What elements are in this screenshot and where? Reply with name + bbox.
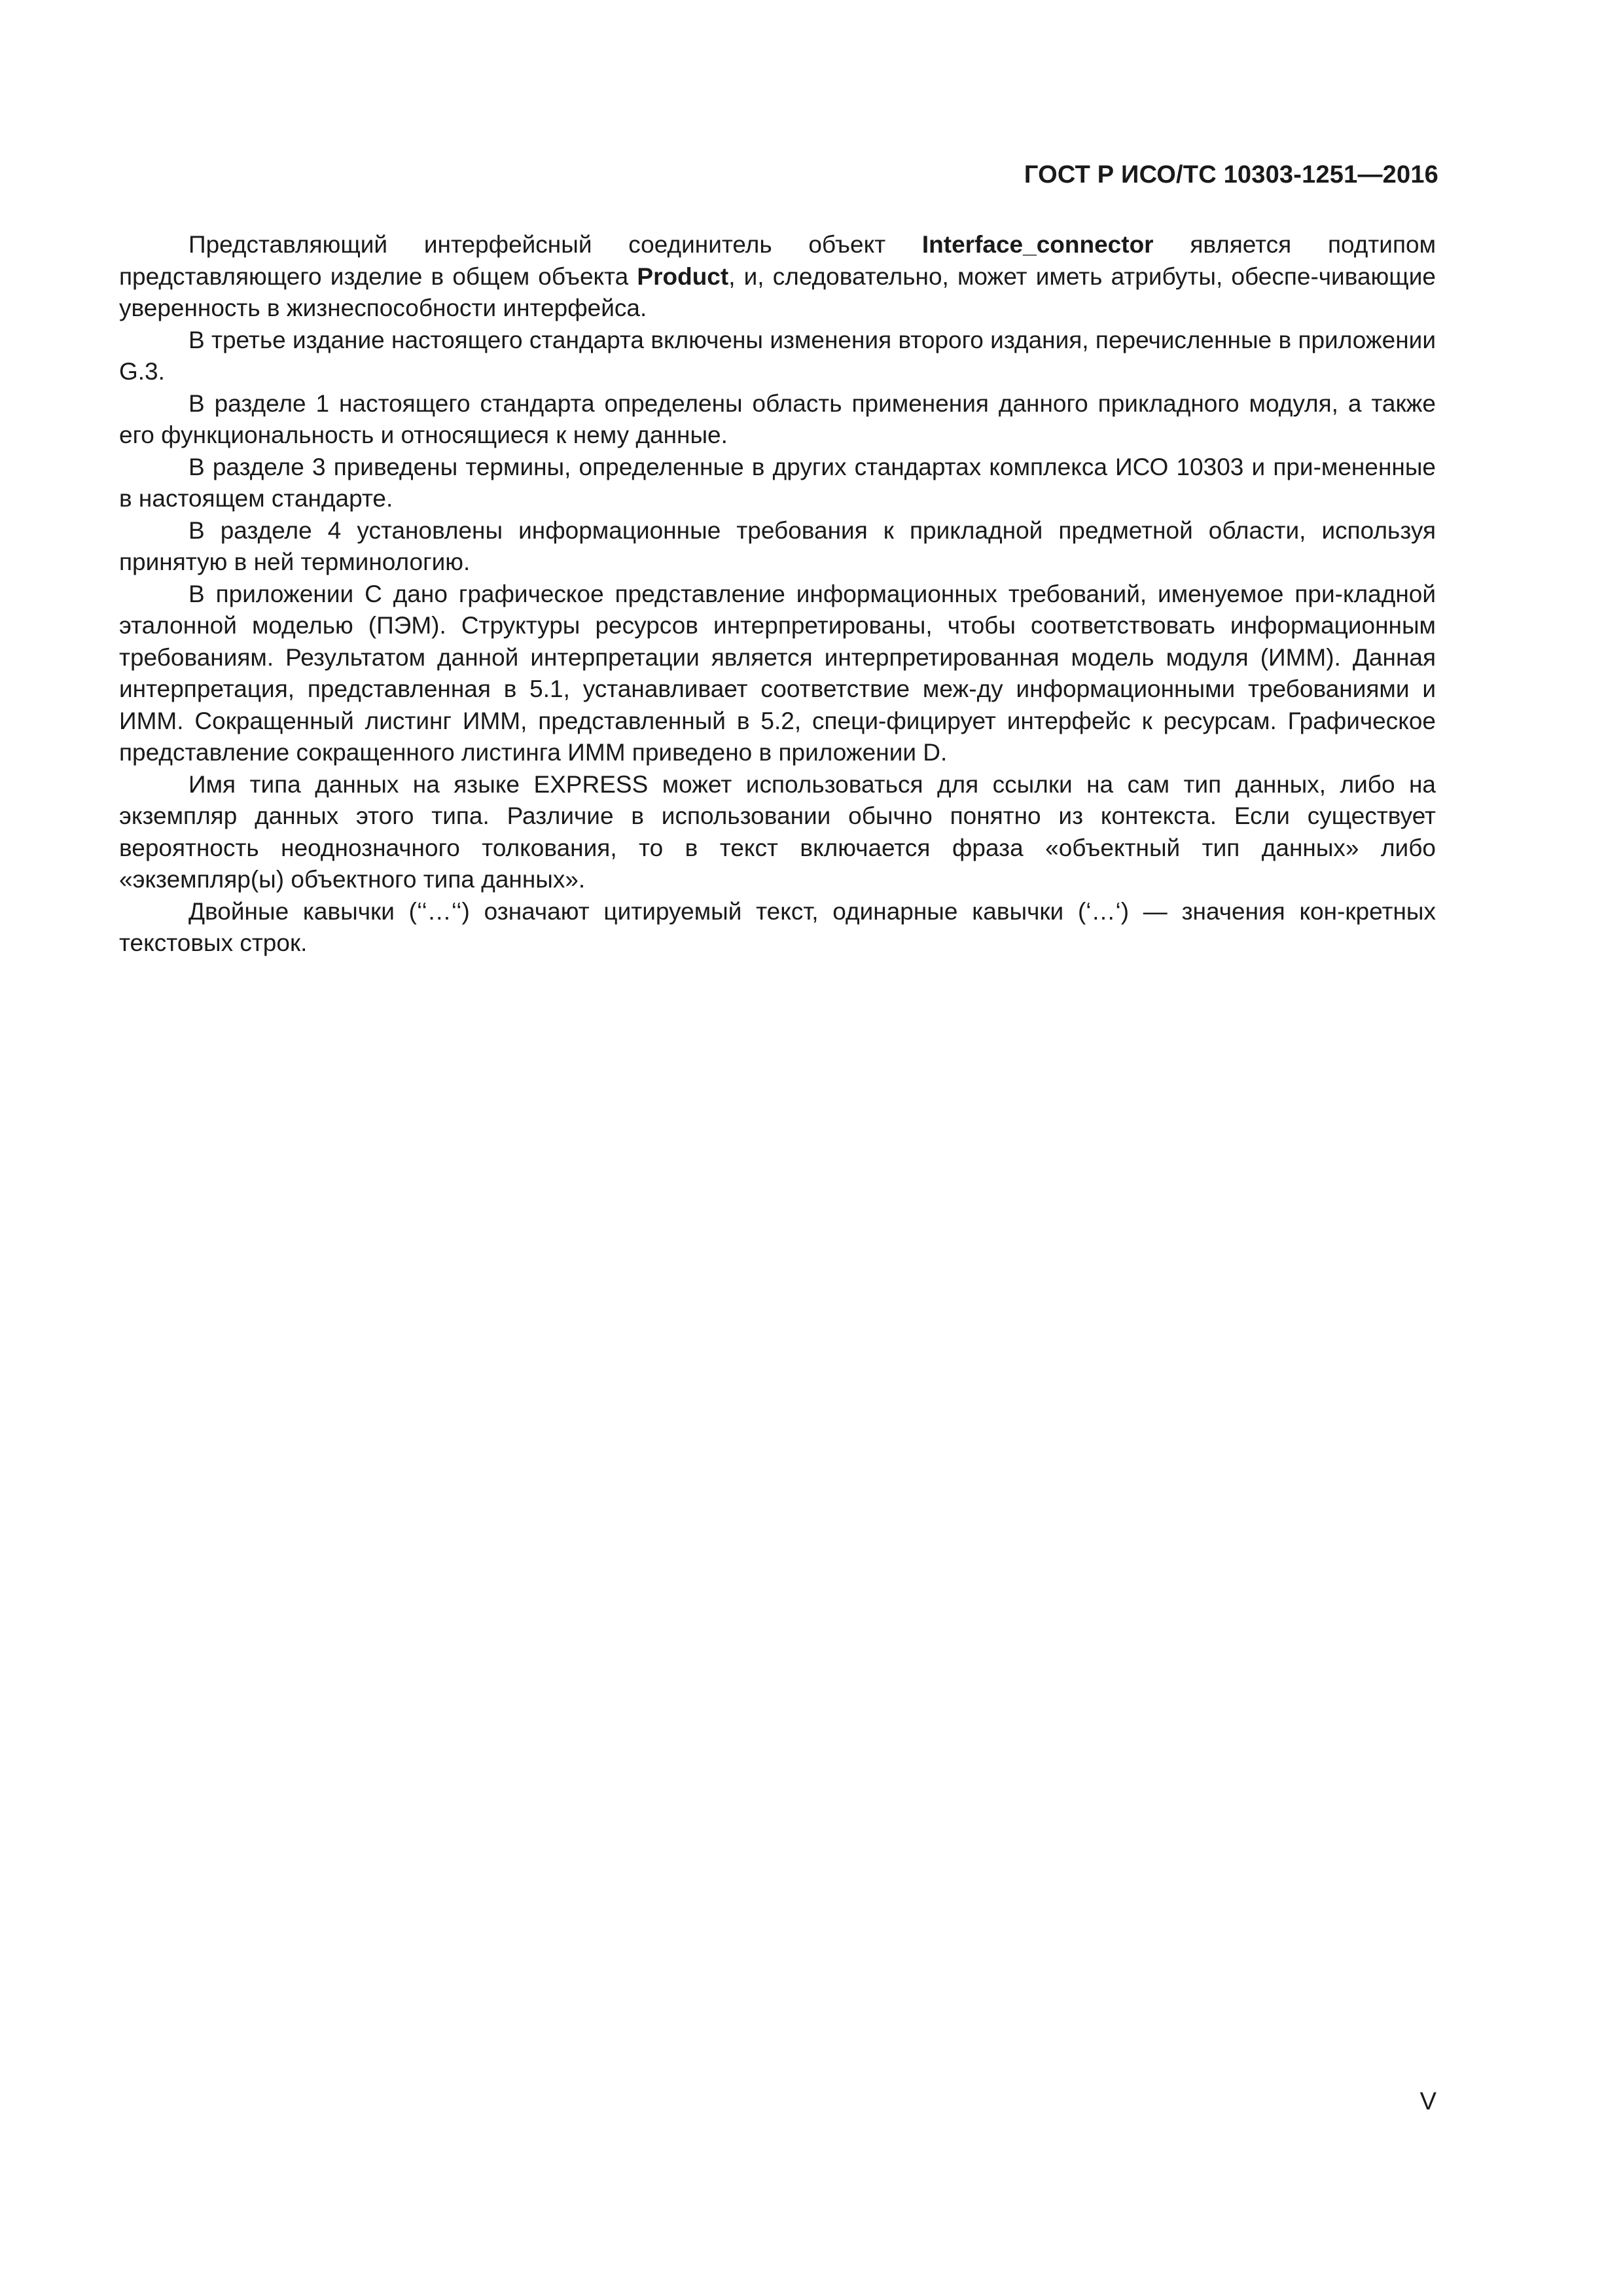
paragraph-text: Двойные кавычки (‘‘…‘‘) означают цитируемый текст, (188, 897, 833, 925)
paragraph-section-3 (119, 452, 1436, 515)
paragraph-text: представленная в 5.1, устанавливает соответствие меж- (307, 675, 977, 702)
paragraph-section-1 (119, 388, 1436, 452)
paragraph-interface-connector (119, 229, 1436, 325)
paragraph-text: ИММ, представленный в 5.2, специ- (462, 707, 887, 734)
paragraph-text: кладной эталонной моделью (ПЭМ). Структуры ресурсов (119, 580, 1436, 639)
paragraph-text: В разделе 3 приведены термины, определенные в других (188, 453, 855, 480)
paragraph-text: интерпретированная модель модуля (ИММ). Данная интерпретация, (119, 643, 1436, 702)
paragraph-text: ссылки на сам тип данных, либо на экземпляр данных этого типа. (119, 770, 1436, 829)
paragraph-text: , и, следовательно, может иметь атрибуты, обеспе- (728, 262, 1319, 290)
paragraph-text: является подтипом представляющего изделие в общем объекта (119, 231, 1436, 290)
paragraph-section-4 (119, 515, 1436, 579)
page-number: V (1419, 2088, 1436, 2115)
paragraph-text: ду информационными требованиями и ИММ. Сокращенный листинг (119, 675, 1436, 734)
paragraph-quotes (119, 896, 1436, 960)
paragraph-text: требований, именуемое при- (1008, 580, 1343, 607)
paragraph-text: фицирует интерфейс к ресурсам. Графическое представление (119, 707, 1436, 766)
paragraph-text: Если существует вероятность неоднозначного толкования, (119, 802, 1436, 861)
body-text (119, 229, 1436, 960)
paragraph-text: Имя типа данных на языке EXPRESS может использоваться для (188, 770, 993, 798)
paragraph-text: то в текст включается фраза «объектный тип данных» либо (639, 834, 1436, 861)
paragraph-text: мененные в настоящем стандарте. (119, 453, 1436, 512)
paragraph-text: предметной области, используя принятую в ней терминологию. (119, 516, 1436, 575)
paragraph-text: сокращенного листинга ИММ приведено в приложении D. (296, 739, 948, 766)
paragraph-text: Различие в использовании обычно понятно из контекста. (507, 802, 1234, 829)
paragraph-text: данного прикладного модуля, а также его функциональность (119, 389, 1436, 448)
paragraph-text: В разделе 1 настоящего стандарта определены область применения (188, 389, 999, 417)
paragraph-text: стандартах комплекса ИСО 10303 и при- (854, 453, 1321, 480)
paragraph-text: В третье издание настоящего стандарта включены изменения (188, 326, 899, 353)
paragraph-text: второго издания, перечисленные в приложении G.3. (119, 326, 1436, 385)
paragraph-annex-c (119, 579, 1436, 769)
paragraph-text: В приложении С дано графическое представление информационных (188, 580, 1008, 607)
paragraph-text: интерпретированы, чтобы соответствовать информационным (713, 612, 1436, 639)
standard-designation: ГОСТ Р ИСО/ТС 10303-1251—2016 (1024, 161, 1438, 188)
paragraph-express-types (119, 769, 1436, 896)
paragraph-text: В разделе 4 установлены информационные требования к прикладной (188, 516, 1059, 544)
entity-name-product: Product (637, 262, 729, 290)
paragraph-edition-changes (119, 325, 1436, 388)
paragraph-text: и относящиеся к нему данные. (380, 422, 728, 448)
paragraph-text: Представляющий интерфейсный соединитель объект (188, 231, 922, 258)
paragraph-text: «экземпляр(ы) объектного типа данных». (119, 866, 586, 893)
paragraph-text: чивающие уверенность в жизнеспособности интерфейса. (119, 262, 1436, 321)
entity-name-interface-connector: Interface_connector (921, 231, 1154, 258)
paragraph-text: одинарные кавычки (‘…‘) — значения кон- (832, 897, 1346, 925)
paragraph-text: кретных текстовых строк. (119, 897, 1436, 956)
paragraph-text: требованиям. Результатом данной интерпретации является (119, 643, 825, 671)
